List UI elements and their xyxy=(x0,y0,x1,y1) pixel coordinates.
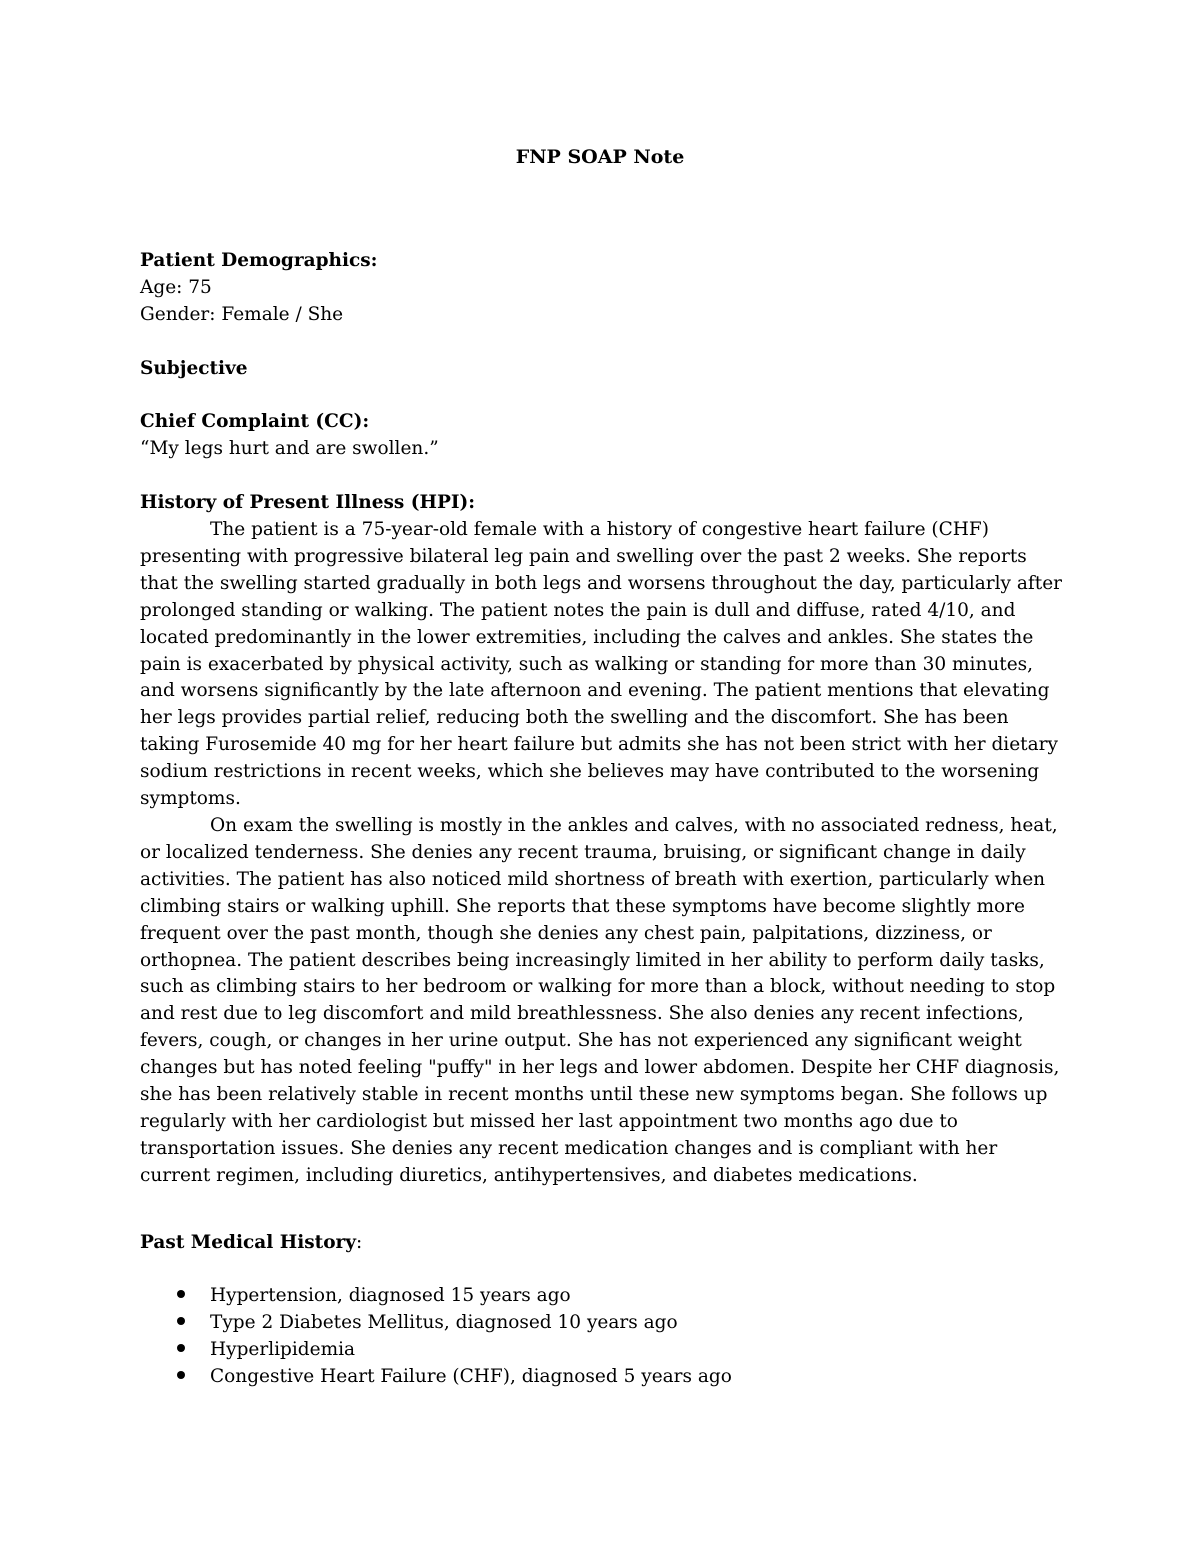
pmh-heading xyxy=(140,1230,1065,1257)
chief-complaint-section xyxy=(140,409,1065,463)
demographics-section xyxy=(140,248,1065,329)
chief-complaint-heading: Chief Complaint (CC): xyxy=(140,411,370,433)
list-item xyxy=(140,1364,1065,1391)
pmh-item-text: Hyperlipidemia xyxy=(210,1339,356,1361)
hpi-paragraph: The patient is a 75-year-old female with a history of congestive heart failure (CHF) presenting with progressive bilateral leg pain and swelling over the past 2 weeks. She reports that the swelling started gradually in both legs and worsens throughout the day, particularly after prolonged standing or walking. The patient notes the pain is dull and diffuse, rated 4/10, and located predominantly in the lower extremities, including the calves and ankles. She states the pain is exacerbated by physical activity, such as walking or standing for more than 30 minutes, and worsens significantly by the late afternoon and evening. The patient mentions that elevating her legs provides partial relief, reducing both the swelling and the discomfort. She has been taking Furosemide 40 mg for her heart failure but admits she has not been strict with her dietary sodium restrictions in recent weeks, which she believes may have contributed to the worsening symptoms. xyxy=(140,519,1062,810)
chief-complaint-text: “My legs hurt and are swollen.” xyxy=(140,438,439,460)
pmh-item-text: Type 2 Diabetes Mellitus, diagnosed 10 years ago xyxy=(210,1312,678,1334)
bullet-icon xyxy=(176,1310,186,1337)
patient-age: Age: 75 xyxy=(140,276,212,298)
list-item xyxy=(140,1337,1065,1364)
bullet-icon xyxy=(176,1283,186,1310)
hpi-heading: History of Present Illness (HPI): xyxy=(140,492,476,514)
past-medical-history-section xyxy=(140,1230,1065,1391)
bullet-icon xyxy=(176,1337,186,1364)
document-body xyxy=(140,248,1065,1391)
list-item xyxy=(140,1310,1065,1337)
subjective-heading: Subjective xyxy=(140,357,248,379)
hpi-section xyxy=(140,490,1065,1190)
pmh-heading-colon: : xyxy=(356,1231,363,1253)
bullet-icon xyxy=(176,1364,186,1391)
list-item xyxy=(140,1283,1065,1310)
document-title: FNP SOAP Note xyxy=(515,146,685,168)
pmh-item-text: Congestive Heart Failure (CHF), diagnosed 5 years ago xyxy=(210,1366,732,1388)
hpi-paragraph: On exam the swelling is mostly in the ankles and calves, with no associated redness, heat, or localized tenderness. She denies any recent trauma, bruising, or significant change in daily activities. The patient has also noticed mild shortness of breath with exertion, particularly when climbing stairs or walking uphill. She reports that these symptoms have become slightly more frequent over the past month, though she denies any chest pain, palpitations, dizziness, or orthopnea. The patient describes being increasingly limited in her ability to perform daily tasks, such as climbing stairs to her bedroom or walking for more than a block, without needing to stop and rest due to leg discomfort and mild breathlessness. She also denies any recent infections, fevers, cough, or changes in her urine output. She has not experienced any significant weight changes but has noted feeling "puffy" in her legs and lower abdomen. Despite her CHF diagnosis, she has been relatively stable in recent months until these new symptoms began. She follows up regularly with her cardiologist but missed her last appointment two months ago due to transportation issues. She denies any recent medication changes and is compliant with her current regimen, including diuretics, antihypertensives, and diabetes medications. xyxy=(140,814,1060,1186)
pmh-list xyxy=(140,1283,1065,1391)
pmh-heading-text: Past Medical History xyxy=(140,1231,357,1253)
pmh-item-text: Hypertension, diagnosed 15 years ago xyxy=(210,1285,571,1307)
demographics-heading: Patient Demographics: xyxy=(140,250,378,271)
patient-gender: Gender: Female / She xyxy=(140,303,344,325)
